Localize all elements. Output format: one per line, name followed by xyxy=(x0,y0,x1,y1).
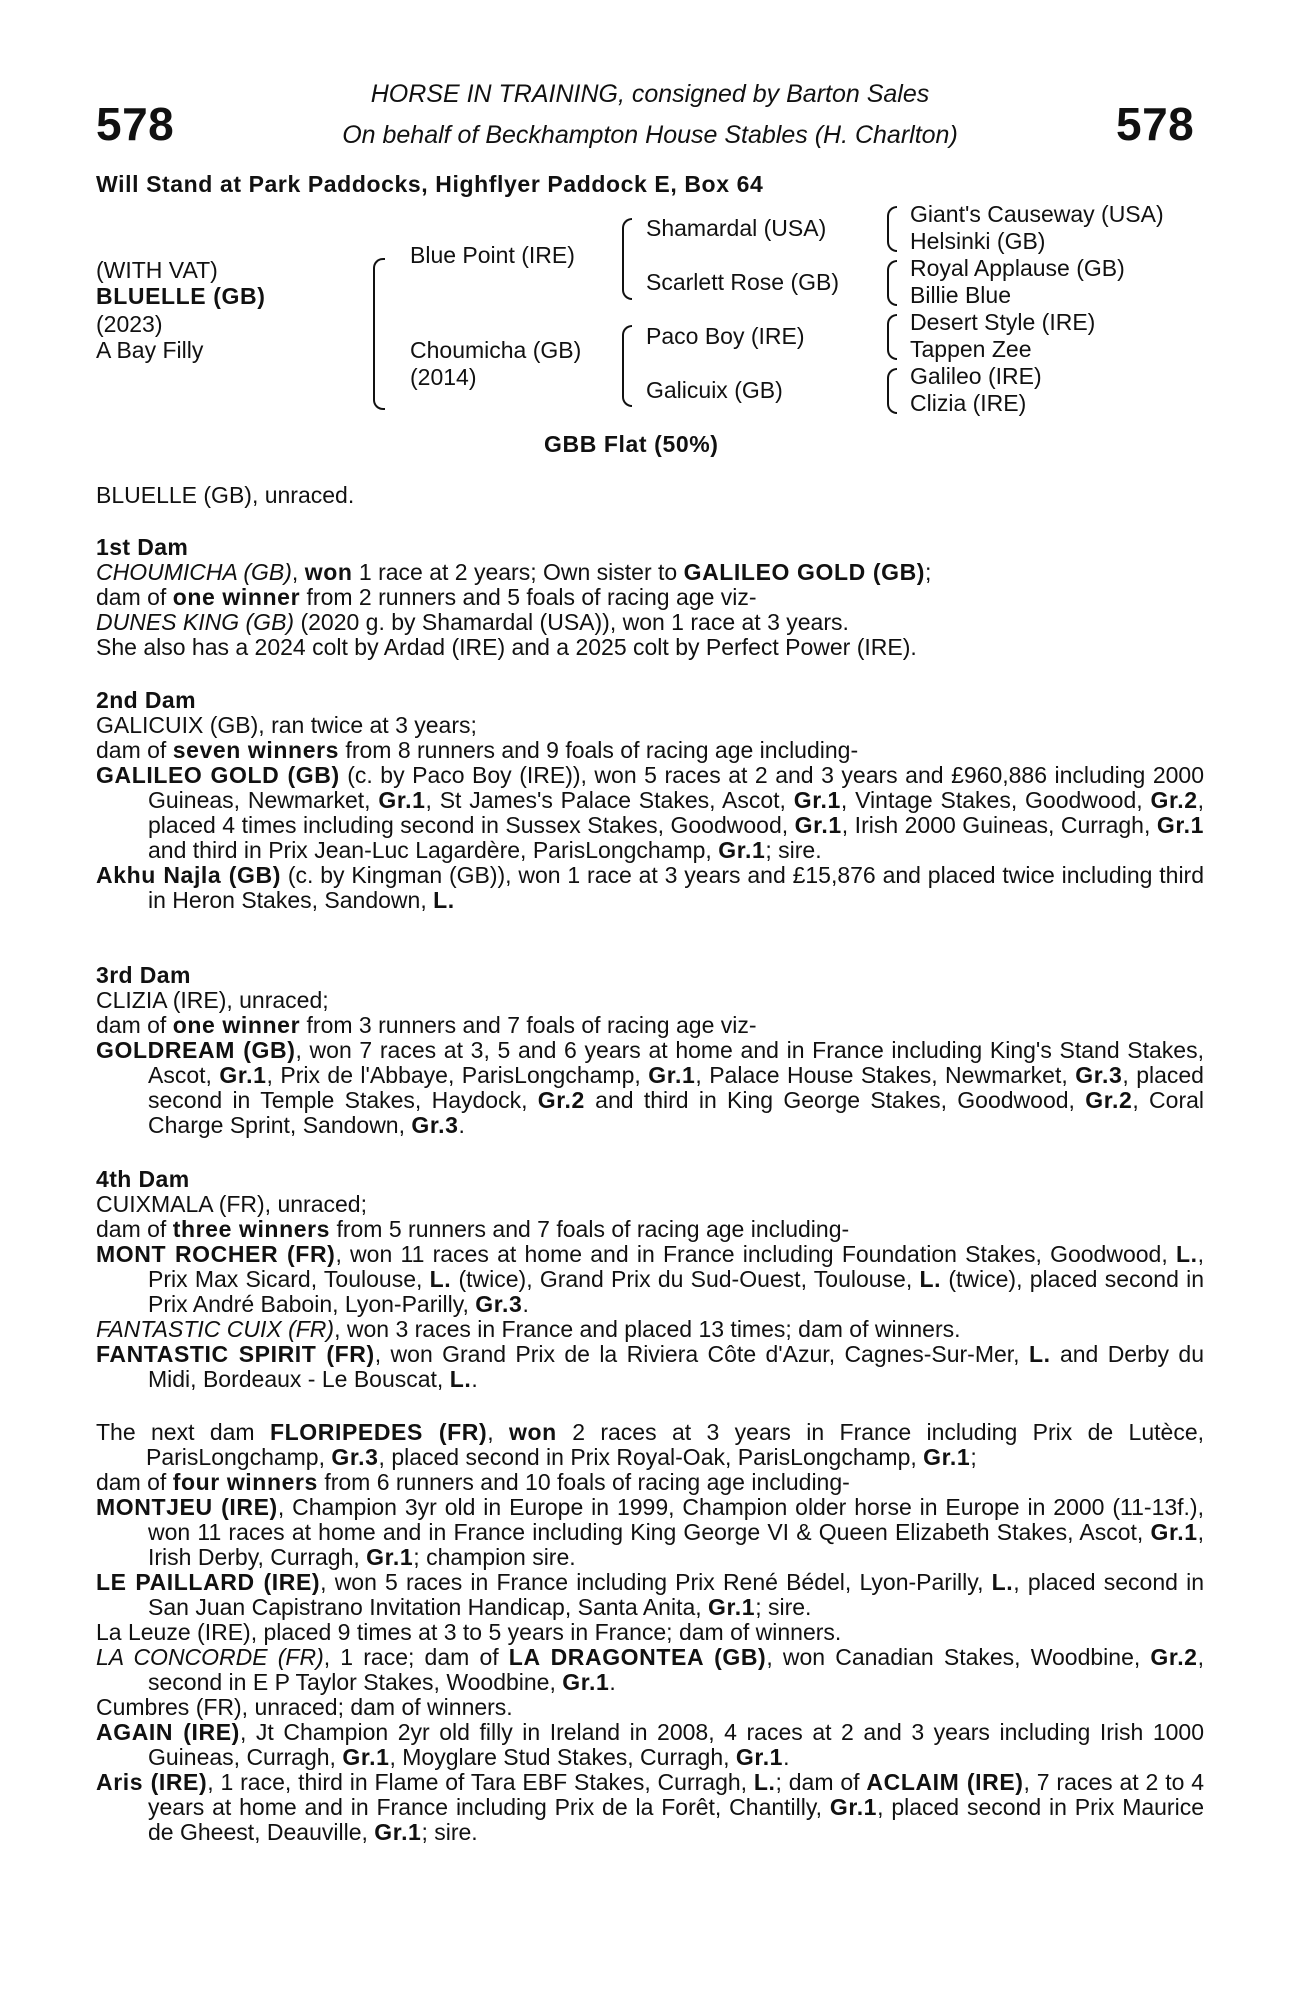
intro-line: BLUELLE (GB), unraced. xyxy=(96,482,355,508)
ggp-2: Helsinki (GB) xyxy=(910,228,1046,254)
pedigree-bracket-main xyxy=(373,258,385,410)
sire-sire: Shamardal (USA) xyxy=(646,215,827,241)
first-dam-produce-summary: dam of one winner from 2 runners and 5 foals of racing age viz- xyxy=(96,584,757,610)
stall-location: Will Stand at Park Paddocks, Highflyer Paddock E, Box 64 xyxy=(96,171,764,197)
fourth-dam-section xyxy=(96,1167,1204,1392)
second-dam-produce-summary: dam of seven winners from 8 runners and 9 foals of racing age including- xyxy=(96,737,859,763)
fourth-dam-grandproduce-1: FANTASTIC SPIRIT (FR), won Grand Prix de la Riviera Côte d'Azur, Cagnes-Sur-Mer, L. and Derby du Midi, Bordeaux - Le Bouscat, L.. xyxy=(96,1341,1204,1392)
first-dam-note: She also has a 2024 colt by Ardad (IRE) and a 2025 colt by Perfect Power (IRE). xyxy=(96,634,917,660)
pedigree-bracket-dam xyxy=(622,325,632,407)
pedigree-bracket-ds xyxy=(887,314,897,360)
ggp-3: Royal Applause (GB) xyxy=(910,255,1125,281)
pedigree-bracket-sd xyxy=(887,260,897,306)
next-dam-produce-summary: dam of four winners from 6 runners and 10 foals of racing age including- xyxy=(96,1469,850,1495)
sire-dam: Scarlett Rose (GB) xyxy=(646,269,839,295)
second-dam-produce-2: Akhu Najla (GB) (c. by Kingman (GB)), won 1 race at 3 years and £15,876 and placed twice including third in Heron Stakes, Sandown, L. xyxy=(96,862,1205,913)
second-dam-section xyxy=(96,688,1204,913)
next-dam-grandproduce-1: LA CONCORDE (FR), 1 race; dam of LA DRAGONTEA (GB), won Canadian Stakes, Woodbine, Gr.2, second in E P Taylor Stakes, Woodbine, Gr.1. xyxy=(96,1644,1204,1695)
ggp-6: Tappen Zee xyxy=(910,336,1032,362)
ggp-4: Billie Blue xyxy=(910,282,1011,308)
third-dam-produce-1: GOLDREAM (GB), won 7 races at 3, 5 and 6 years at home and in France including King's Stand Stakes, Ascot, Gr.1, Prix de l'Abbaye, ParisLongchamp, Gr.1, Palace House Stakes, Newmarket, Gr.3, placed second in Temple Stakes, Haydock, Gr.2 and third in King George Stakes, Goodwood, Gr.2, Coral Charge Sprint, Sandown, Gr.3. xyxy=(96,1037,1205,1138)
fourth-dam-produce-1: MONT ROCHER (FR), won 11 races at home and in France including Foundation Stakes, Goodwood, L., Prix Max Sicard, Toulouse, L. (twice), Grand Prix du Sud-Ouest, Toulouse, L. (twice), placed second in Prix André Baboin, Lyon-Parilly, Gr.3. xyxy=(96,1241,1205,1317)
sire-name: Blue Point (IRE) xyxy=(410,242,575,268)
first-dam-section xyxy=(96,535,1204,660)
next-dam-section xyxy=(96,1420,1204,1845)
next-dam-grandproduce-3: Aris (IRE), 1 race, third in Flame of Tara EBF Stakes, Curragh, L.; dam of ACLAIM (IRE), 7 races at 2 to 4 years at home and in France including Prix de la Forêt, Chantilly, Gr.1, placed second in Prix Maurice de Gheest, Deauville, Gr.1; sire. xyxy=(96,1769,1205,1845)
next-dam-produce-4: Cumbres (FR), unraced; dam of winners. xyxy=(96,1694,513,1720)
foaling-year: (2023) xyxy=(96,311,163,337)
ggp-1: Giant's Causeway (USA) xyxy=(910,201,1164,227)
horse-description: A Bay Filly xyxy=(96,337,204,363)
fourth-dam-produce-summary: dam of three winners from 5 runners and 7 foals of racing age including- xyxy=(96,1216,850,1242)
lot-number-left: 578 xyxy=(96,98,175,150)
third-dam-line: CLIZIA (IRE), unraced; xyxy=(96,987,329,1013)
pedigree-bracket-dd xyxy=(887,368,897,414)
scheme-badge: GBB Flat (50%) xyxy=(544,431,719,457)
vat-note: (WITH VAT) xyxy=(96,257,218,283)
second-dam-line: GALICUIX (GB), ran twice at 3 years; xyxy=(96,712,477,738)
ggp-7: Galileo (IRE) xyxy=(910,363,1042,389)
ggp-5: Desert Style (IRE) xyxy=(910,309,1096,335)
horse-name: BLUELLE (GB) xyxy=(96,283,266,309)
next-dam-line: The next dam FLORIPEDES (FR), won 2 races at 3 years in France including Prix de Lutèce, ParisLongchamp, Gr.3, placed second in Prix Royal-Oak, ParisLongchamp, Gr.1; xyxy=(96,1419,1204,1470)
next-dam-produce-3: La Leuze (IRE), placed 9 times at 3 to 5 years in France; dam of winners. xyxy=(96,1619,842,1645)
second-dam-produce-1: GALILEO GOLD (GB) (c. by Paco Boy (IRE)), won 5 races at 2 and 3 years and £960,886 including 2000 Guineas, Newmarket, Gr.1, St James's Palace Stakes, Ascot, Gr.1, Vintage Stakes, Goodwood, Gr.2, placed 4 times including second in Sussex Stakes, Goodwood, Gr.1, Irish 2000 Guineas, Curragh, Gr.1 and third in Prix Jean-Luc Lagardère, ParisLongchamp, Gr.1; sire. xyxy=(96,762,1204,863)
pedigree-bracket-sire xyxy=(622,218,632,300)
ggp-8: Clizia (IRE) xyxy=(910,390,1027,416)
dam-name: Choumicha (GB) xyxy=(410,337,582,363)
third-dam-produce-summary: dam of one winner from 3 runners and 7 foals of racing age viz- xyxy=(96,1012,757,1038)
first-dam-heading: 1st Dam xyxy=(96,534,189,560)
first-dam-produce-1: DUNES KING (GB) (2020 g. by Shamardal (USA)), won 1 race at 3 years. xyxy=(96,609,849,635)
fourth-dam-heading: 4th Dam xyxy=(96,1166,190,1192)
fourth-dam-line: CUIXMALA (FR), unraced; xyxy=(96,1191,367,1217)
third-dam-heading: 3rd Dam xyxy=(96,962,191,988)
pedigree-bracket-ss xyxy=(887,206,897,252)
dam-year: (2014) xyxy=(410,364,477,390)
dam-dam: Galicuix (GB) xyxy=(646,377,783,403)
second-dam-heading: 2nd Dam xyxy=(96,687,196,713)
lot-number-right: 578 xyxy=(1116,98,1195,150)
vendor-line: On behalf of Beckhampton House Stables (H. Charlton) xyxy=(342,121,958,149)
first-dam-line: CHOUMICHA (GB), won 1 race at 2 years; Own sister to GALILEO GOLD (GB); xyxy=(96,559,932,585)
fourth-dam-produce-2: FANTASTIC CUIX (FR), won 3 races in France and placed 13 times; dam of winners. xyxy=(96,1316,961,1342)
next-dam-produce-2: LE PAILLARD (IRE), won 5 races in France including Prix René Bédel, Lyon-Parilly, L., placed second in San Juan Capistrano Invitation Handicap, Santa Anita, Gr.1; sire. xyxy=(96,1569,1204,1620)
third-dam-section xyxy=(96,963,1204,1138)
consignment-line: HORSE IN TRAINING, consigned by Barton Sales xyxy=(370,80,930,108)
next-dam-grandproduce-2: AGAIN (IRE), Jt Champion 2yr old filly in Ireland in 2008, 4 races at 2 and 3 years including Irish 1000 Guineas, Curragh, Gr.1, Moyglare Stud Stakes, Curragh, Gr.1. xyxy=(96,1719,1204,1770)
next-dam-produce-1: MONTJEU (IRE), Champion 3yr old in Europe in 1999, Champion older horse in Europe in 2000 (11-13f.), won 11 races at home and in France including King George VI & Queen Elizabeth Stakes, Ascot, Gr.1, Irish Derby, Curragh, Gr.1; champion sire. xyxy=(96,1494,1204,1570)
dam-sire: Paco Boy (IRE) xyxy=(646,323,805,349)
